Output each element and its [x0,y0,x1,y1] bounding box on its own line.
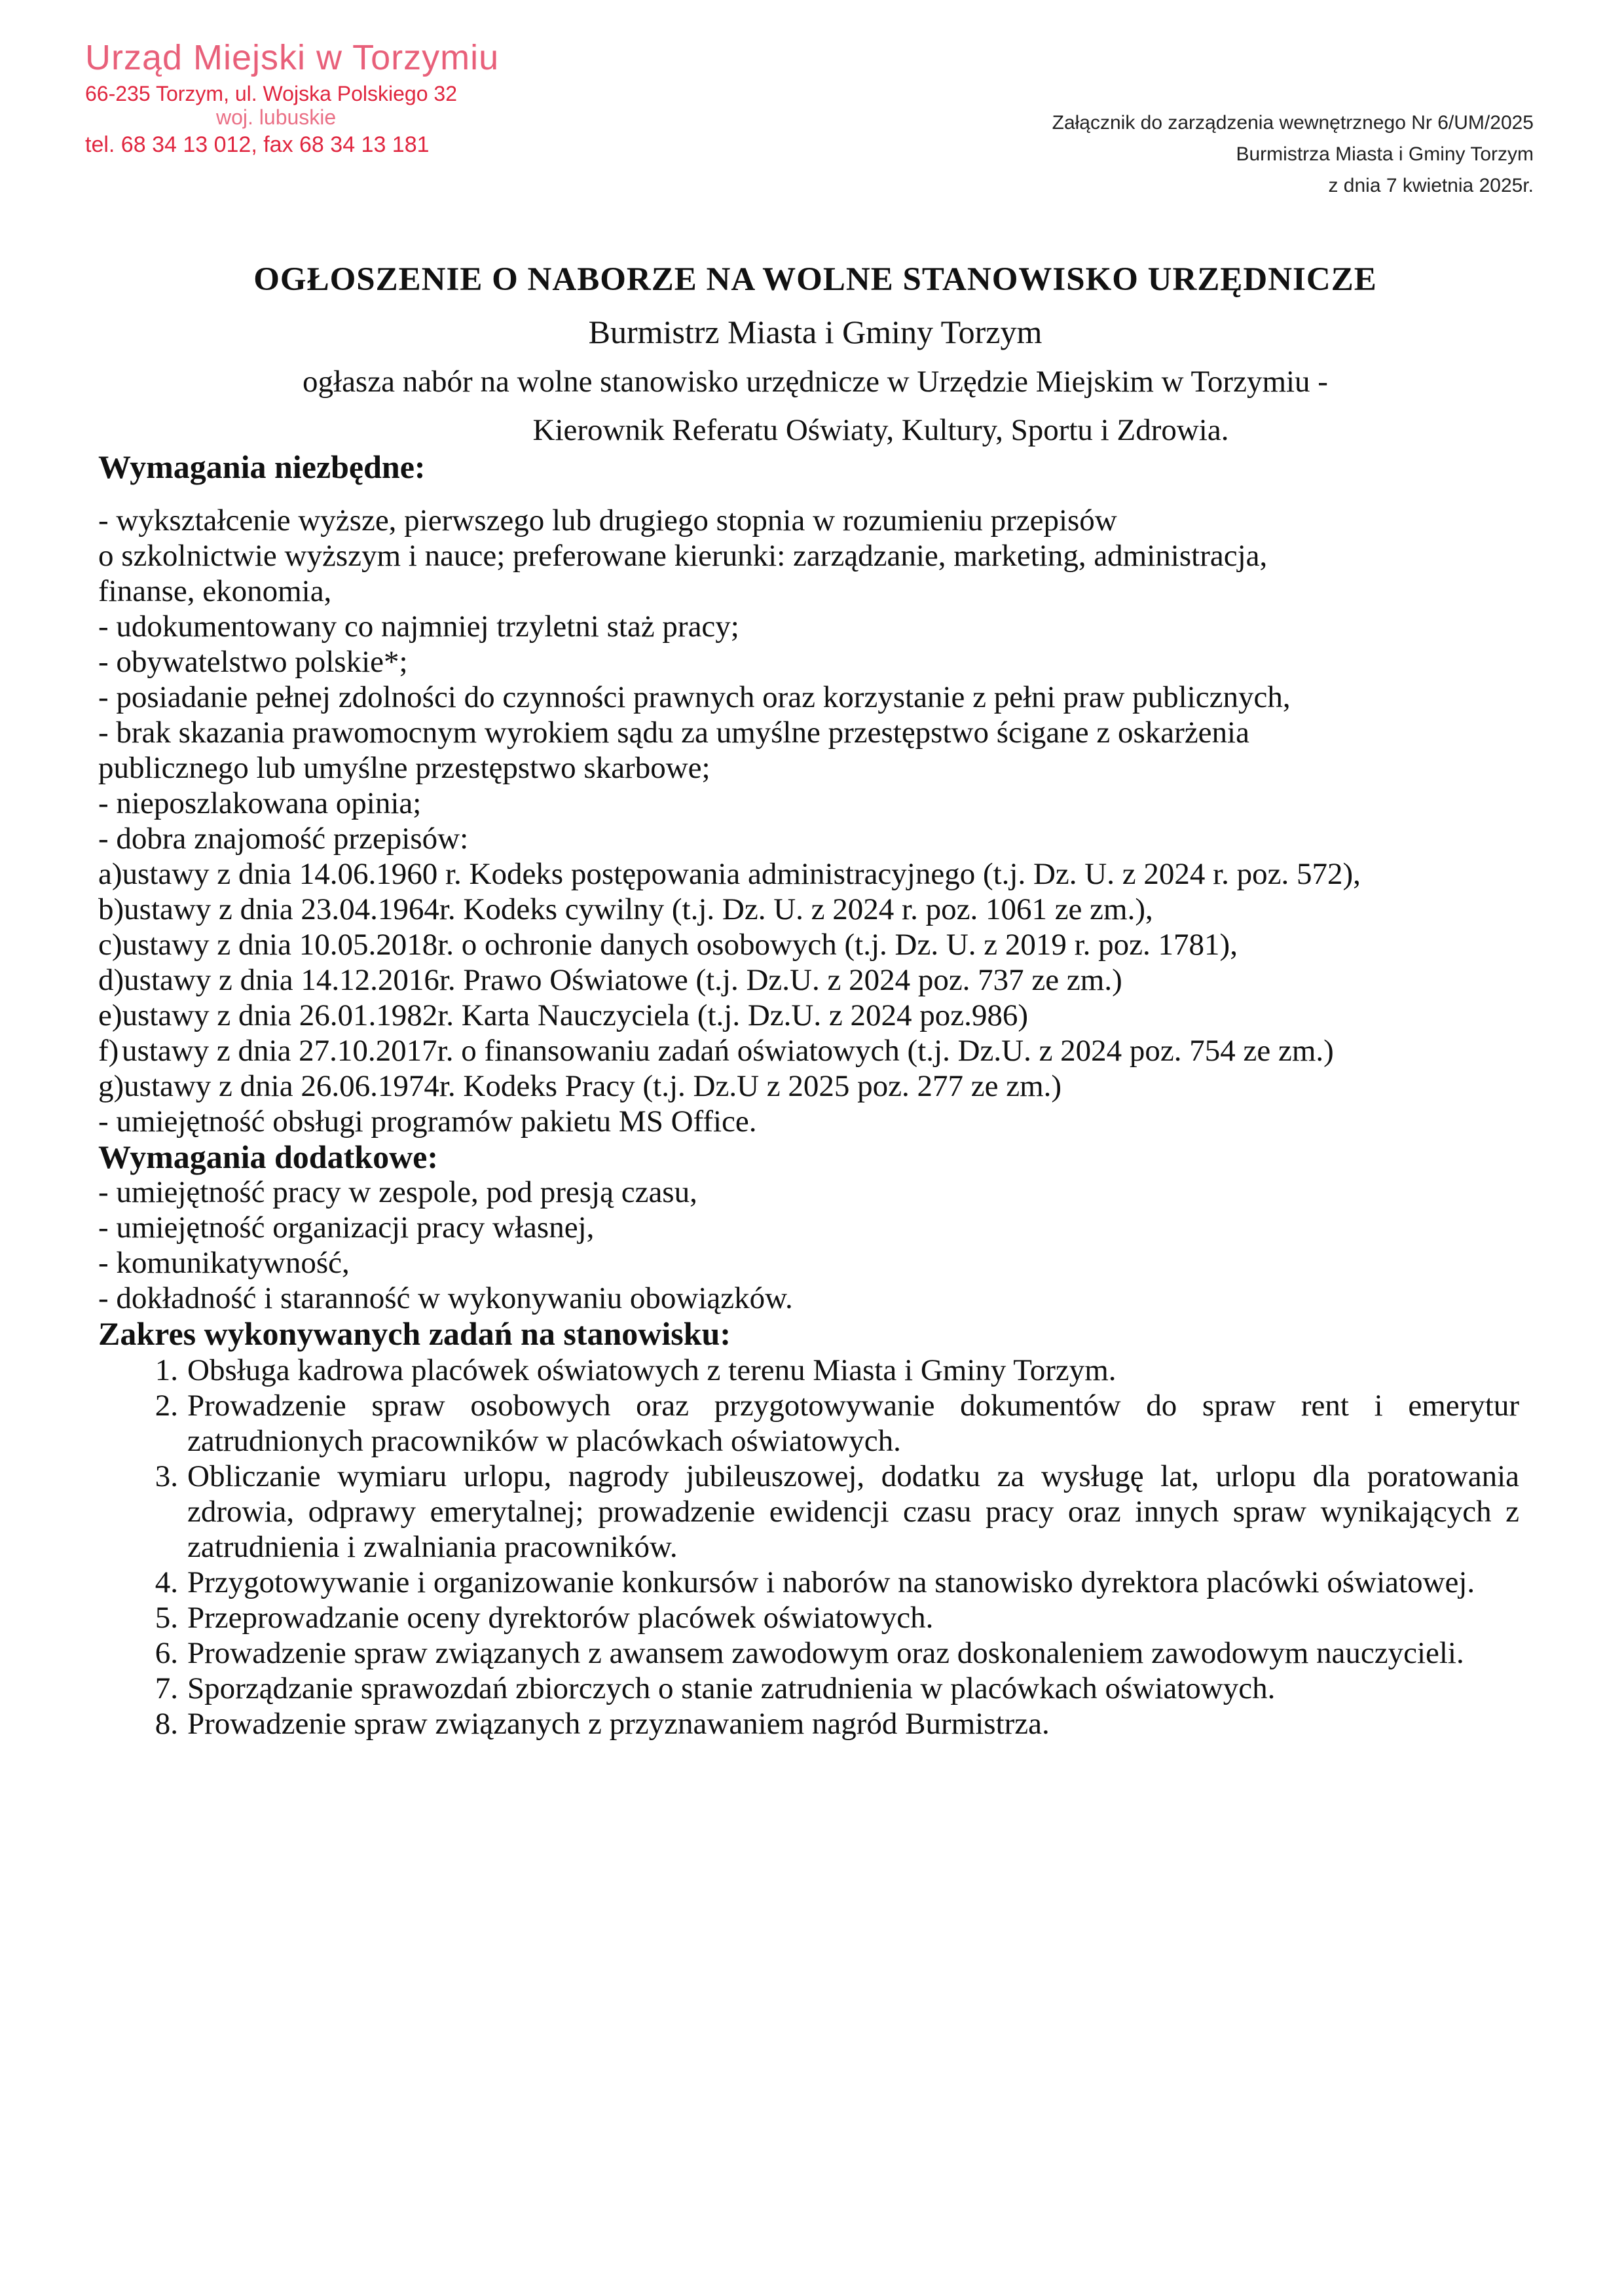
law-item [98,1033,1532,1068]
additional-list [98,1175,1532,1316]
law-item [98,962,1532,998]
law-marker: f) [98,1034,119,1068]
required-line: - udokumentowany co najmniej trzyletni staż pracy; [98,610,739,644]
additional-line: - umiejętność organizacji pracy własnej, [98,1211,595,1245]
task-text: Przygotowywanie i organizowanie konkursów i naborów na stanowisko dyrektora placówki oświatowej. [187,1565,1475,1599]
required-line: - umiejętność obsługi programów pakietu MS Office. [98,1104,757,1139]
law-text: ustawy z dnia 26.06.1974r. Kodeks Pracy (t.j. Dz.U z 2025 poz. 277 ze zm.) [124,1069,1062,1103]
required-line: publicznego lub umyślne przestępstwo skarbowe; [98,751,710,785]
task-item [98,1600,1532,1635]
task-text: Prowadzenie spraw związanych z przyznawaniem nagród Burmistrza. [187,1707,1050,1741]
task-number: 3. [155,1459,178,1493]
law-text: ustawy z dnia 26.01.1982r. Karta Nauczyciela (t.j. Dz.U. z 2024 poz.986) [122,998,1028,1032]
tasks-list [98,1353,1532,1741]
stamp-region: woj. lubuskie [216,105,337,130]
task-item [98,1565,1532,1600]
task-item [98,1671,1532,1706]
task-text: Sporządzanie sprawozdań zbiorczych o stanie zatrudnienia w placówkach oświatowych. [187,1671,1276,1705]
required-line: - nieposzlakowana opinia; [98,786,422,820]
task-item [98,1459,1532,1565]
annex-line: Załącznik do zarządzenia wewnętrznego Nr 6/UM/2025 [1052,112,1534,134]
law-marker: g) [98,1069,124,1103]
additional-heading: Wymagania dodatkowe: [98,1139,439,1175]
annex-line: z dnia 7 kwietnia 2025r. [1328,175,1534,196]
issuer: Burmistrz Miasta i Gminy Torzym [588,314,1043,350]
law-text: ustawy z dnia 14.06.1960 r. Kodeks postępowania administracyjnego (t.j. Dz. U. z 2024 r. poz. 572), [122,857,1361,891]
task-text: Przeprowadzanie oceny dyrektorów placówek oświatowych. [187,1601,934,1635]
task-text: Prowadzenie spraw związanych z awansem zawodowym oraz doskonaleniem zawodowym nauczycieli. [187,1636,1464,1670]
task-number: 6. [155,1636,178,1670]
task-text: Obsługa kadrowa placówek oświatowych z terenu Miasta i Gminy Torzym. [187,1353,1116,1387]
task-number: 5. [155,1601,178,1635]
law-item [98,927,1532,962]
annex-line: Burmistrza Miasta i Gminy Torzym [1236,143,1534,165]
law-text: ustawy z dnia 27.10.2017r. o finansowaniu zadań oświatowych (t.j. Dz.U. z 2024 poz. 754 ze zm.) [122,1034,1334,1068]
document-title: OGŁOSZENIE O NABORZE NA WOLNE STANOWISKO URZĘDNICZE [253,261,1377,298]
required-line: - dobra znajomość przepisów: [98,822,469,856]
position-name: Kierownik Referatu Oświaty, Kultury, Sportu i Zdrowia. [532,413,1229,447]
law-marker: e) [98,998,122,1032]
task-number: 2. [155,1389,178,1423]
required-heading: Wymagania niezbędne: [98,448,426,485]
document-body [98,262,1532,1741]
required-line: - brak skazania prawomocnym wyrokiem sądu za umyślne przestępstwo ścigane z oskarżenia [98,716,1249,750]
task-item [98,1635,1532,1671]
law-item [98,856,1532,892]
stamp-office-name: Urząd Miejski w Torzymiu [85,38,500,77]
annex-reference [1052,107,1534,202]
law-item [98,892,1532,927]
required-list [98,503,1532,1139]
task-number: 1. [155,1353,178,1387]
law-marker: c) [98,928,122,962]
office-stamp [85,38,517,157]
task-text: Prowadzenie spraw osobowych oraz przygotowywanie dokumentów do spraw rent i emerytur zatrudnionych pracowników w placówkach oświatowych. [187,1389,1519,1458]
required-line: - wykształcenie wyższe, pierwszego lub drugiego stopnia w rozumieniu przepisów [98,503,1117,538]
task-item [98,1388,1532,1459]
law-marker: d) [98,963,124,997]
required-line: - posiadanie pełnej zdolności do czynności prawnych oraz korzystanie z pełni praw publicznych, [98,680,1291,714]
task-item [98,1353,1532,1388]
required-line: finanse, ekonomia, [98,574,332,608]
stamp-address: 66-235 Torzym, ul. Wojska Polskiego 32 [85,82,457,106]
law-text: ustawy z dnia 14.12.2016r. Prawo Oświatowe (t.j. Dz.U. z 2024 poz. 737 ze zm.) [124,963,1122,997]
law-item [98,998,1532,1033]
law-marker: b) [98,892,124,926]
task-number: 7. [155,1671,178,1705]
task-number: 8. [155,1707,178,1741]
additional-line: - dokładność i staranność w wykonywaniu obowiązków. [98,1281,793,1315]
law-text: ustawy z dnia 23.04.1964r. Kodeks cywilny (t.j. Dz. U. z 2024 r. poz. 1061 ze zm.), [124,892,1153,926]
additional-line: - komunikatywność, [98,1246,350,1280]
required-line: o szkolnictwie wyższym i nauce; preferowane kierunki: zarządzanie, marketing, administracja, [98,539,1268,573]
stamp-phone: tel. 68 34 13 012, fax 68 34 13 181 [85,132,430,158]
required-line: - obywatelstwo polskie*; [98,645,408,679]
additional-line: - umiejętność pracy w zespole, pod presją czasu, [98,1175,697,1209]
tasks-heading: Zakres wykonywanych zadań na stanowisku: [98,1315,731,1352]
task-number: 4. [155,1565,178,1599]
law-marker: a) [98,857,122,891]
task-text: Obliczanie wymiaru urlopu, nagrody jubileuszowej, dodatku za wysługę lat, urlopu dla poratowania zdrowia, odprawy emerytalnej; prowadzenie ewidencji czasu pracy oraz innych spraw wynikających z zatrudnienia i zwalniania pracowników. [187,1459,1519,1564]
law-item [98,1068,1532,1104]
law-text: ustawy z dnia 10.05.2018r. o ochronie danych osobowych (t.j. Dz. U. z 2019 r. poz. 1781), [122,928,1238,962]
task-item [98,1706,1532,1741]
announcement: ogłasza nabór na wolne stanowisko urzędnicze w Urzędzie Miejskim w Torzymiu - [303,365,1328,399]
